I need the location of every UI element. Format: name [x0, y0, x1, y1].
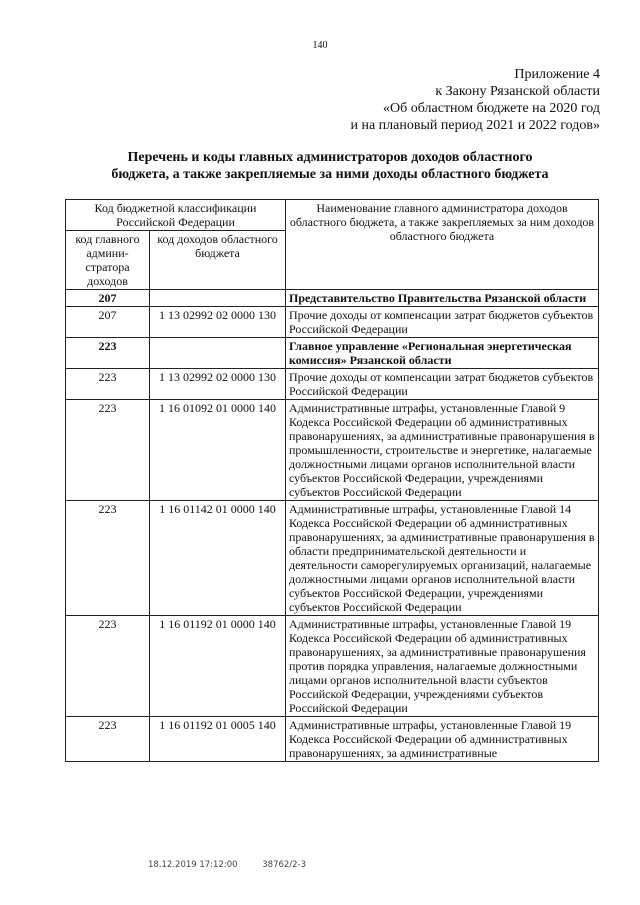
document-title	[60, 149, 600, 183]
revenue-code-cell	[150, 338, 286, 369]
appendix-line-3: «Об областном бюджете на 2020 год	[383, 101, 600, 116]
admin-code-cell: 223	[66, 369, 150, 400]
admin-code-cell: 223	[66, 616, 150, 717]
revenue-code-cell: 1 16 01192 01 0005 140	[150, 717, 286, 762]
title-line-1: Перечень и коды главных администраторов доходов областного	[127, 150, 533, 165]
table-header-row	[66, 200, 599, 231]
revenue-name-cell: Прочие доходы от компенсации затрат бюджетов субъектов Российской Федерации	[286, 369, 599, 400]
appendix-line-2: к Закону Рязанской области	[435, 84, 600, 99]
admin-code-cell: 207	[66, 307, 150, 338]
revenue-code-cell: 1 16 01192 01 0000 140	[150, 616, 286, 717]
revenue-name-cell: Административные штрафы, установленные Главой 9 Кодекса Российской Федерации об административных правонарушениях, за административные правонарушения в промышленности, строительстве и энергетике, налагаемые должностными лицами органов исполнительной власти субъектов Российской Федерации, учреждениями субъектов Российской Федерации	[286, 400, 599, 501]
footer-timestamp: 18.12.2019 17:12:00	[148, 860, 238, 870]
table-row	[66, 290, 599, 307]
revenue-code-cell: 1 16 01092 01 0000 140	[150, 400, 286, 501]
revenue-name-cell: Административные штрафы, установленные Главой 19 Кодекса Российской Федерации об административных правонарушениях, за административные правонарушения против порядка управления, налагаемые должностными лицами органов исполнительной власти субъектов Российской Федерации, учреждениями субъектов Российской Федерации	[286, 616, 599, 717]
header-classification: Код бюджетной классификации Российской Федерации	[66, 200, 286, 231]
revenue-name-cell: Прочие доходы от компенсации затрат бюджетов субъектов Российской Федерации	[286, 307, 599, 338]
title-line-2: бюджета, а также закрепляемые за ними доходы областного бюджета	[111, 167, 549, 182]
table-row	[66, 717, 599, 762]
admin-code-cell: 223	[66, 400, 150, 501]
revenue-name-cell: Административные штрафы, установленные Главой 19 Кодекса Российской Федерации об административных правонарушениях, за административные	[286, 717, 599, 762]
revenue-name-cell: Административные штрафы, установленные Главой 14 Кодекса Российской Федерации об административных правонарушениях, за административные правонарушения в области предпринимательской деятельности и деятельности саморегулируемых организаций, налагаемые должностными лицами органов исполнительной власти субъектов Российской Федерации, учреждениями субъектов Российской Федерации	[286, 501, 599, 616]
footer-doc-id: 38762/2-3	[262, 860, 307, 870]
admin-code-cell: 223	[66, 338, 150, 369]
revenue-name-cell: Главное управление «Региональная энергетическая комиссия» Рязанской области	[286, 338, 599, 369]
table-row	[66, 307, 599, 338]
admin-code-cell: 207	[66, 290, 150, 307]
appendix-line-4: и на плановый период 2021 и 2022 годов»	[350, 118, 600, 133]
header-revenue-code: код доходов областного бюджета	[150, 231, 286, 290]
header-name-column: Наименование главного администратора доходов областного бюджета, а также закрепляемых за ним доходов областного бюджета	[286, 200, 599, 290]
appendix-block	[350, 66, 600, 134]
appendix-line-1: Приложение 4	[514, 67, 600, 82]
admin-code-cell: 223	[66, 717, 150, 762]
page-number: 140	[312, 40, 328, 51]
revenue-code-cell	[150, 290, 286, 307]
table-row	[66, 616, 599, 717]
revenue-code-cell: 1 16 01142 01 0000 140	[150, 501, 286, 616]
table-row	[66, 369, 599, 400]
revenue-code-cell: 1 13 02992 02 0000 130	[150, 307, 286, 338]
header-admin-code: код главного админи-стратора доходов	[66, 231, 150, 290]
admin-code-cell: 223	[66, 501, 150, 616]
table-row	[66, 501, 599, 616]
revenue-codes-table	[65, 199, 599, 762]
revenue-name-cell: Представительство Правительства Рязанской области	[286, 290, 599, 307]
table-row	[66, 400, 599, 501]
footer	[148, 860, 328, 870]
revenue-code-cell: 1 13 02992 02 0000 130	[150, 369, 286, 400]
table-row	[66, 338, 599, 369]
